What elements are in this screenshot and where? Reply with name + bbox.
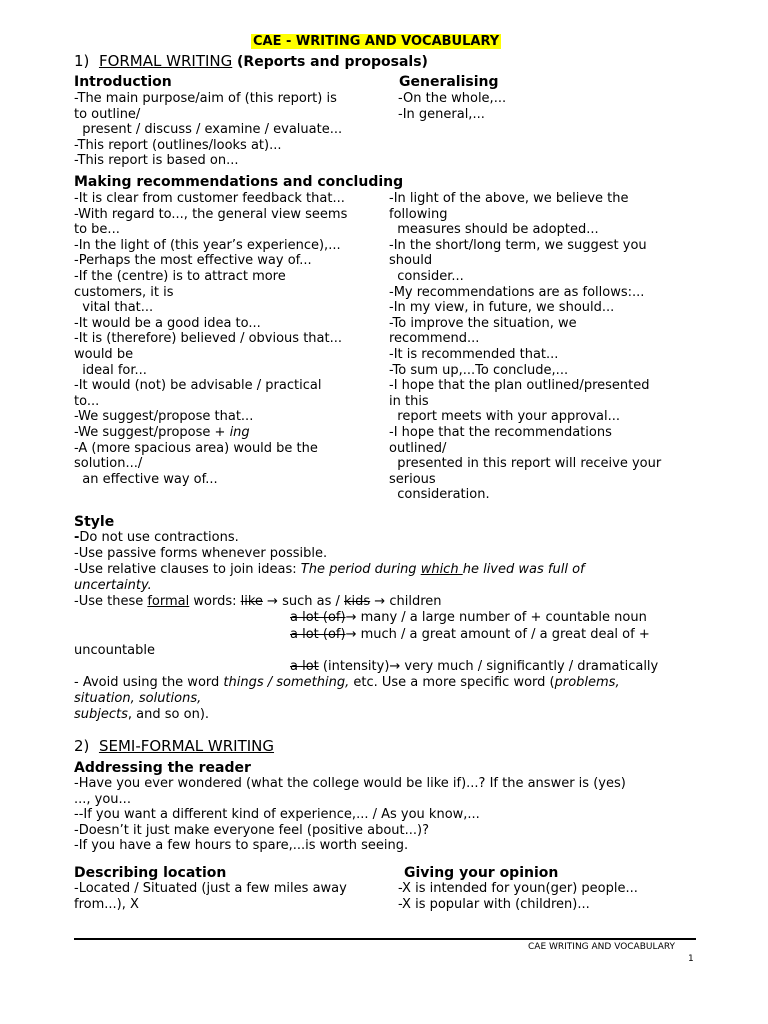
document-title: CAE - WRITING AND VOCABULARY [253,34,500,49]
recommend-left-line: customers, it is [74,284,174,300]
recommend-right-line: consideration. [389,487,490,503]
style-l7b: → much / a great amount of / a great deal of + [345,627,650,642]
recommend-left-line: -A (more spacious area) would be the [74,440,318,456]
recommend-right-line: presented in this report will receive your [389,456,662,472]
recommend-left-line: -With regard to..., the general view seems [74,206,348,222]
recommend-right-line: report meets with your approval... [389,409,620,425]
recommend-right-line: outlined/ [389,440,447,456]
style-l3c: which [420,562,463,577]
style-l9a: a lot [290,659,319,674]
style-l10b: things / something, [223,675,350,690]
style-line-1 [74,530,239,545]
recommend-right-line: in this [389,393,429,409]
style-line-1-text: Do not use contractions. [79,530,239,545]
addressing-line: --If you want a different kind of experience,... / As you know,... [74,807,480,823]
generalising-heading: Generalising [399,74,499,90]
intro-heading: Introduction [74,74,172,90]
recommend-left-line: -We suggest/propose + ing [74,425,250,440]
style-line-7 [290,627,650,642]
recommend-right-line: recommend... [389,331,480,347]
style-line-8: uncountable [74,643,155,658]
addressing-line: -If you have a few hours to spare,...is worth seeing. [74,838,409,854]
style-l10a: - Avoid using the word [74,675,224,690]
location-heading: Describing location [74,865,227,881]
section-2-heading [74,737,274,755]
style-l5e: → such as / [262,594,344,609]
recommend-left-line: to be... [74,222,120,238]
section-1-number: 1) [74,52,90,70]
intro-line: present / discuss / examine / evaluate... [74,122,343,138]
recommend-right-line: serious [389,471,436,487]
recommend-left-line: to... [74,393,100,409]
addressing-heading: Addressing the reader [74,760,251,776]
recommend-right-line: should [389,253,433,269]
recommend-heading: Making recommendations and concluding [74,174,404,190]
recommend-right-line: -To improve the situation, we [389,315,577,331]
recommend-left-line: -In the light of (this year’s experience),... [74,237,341,253]
recommend-right-line: -I hope that the recommendations [389,425,612,440]
recommend-left-line: solution.../ [74,456,143,472]
recommend-left-line: an effective way of... [74,471,218,487]
style-l7a: a lot (of) [290,627,346,642]
recommend-right-line: -In light of the above, we believe the [389,191,629,206]
style-l5c: words: [189,594,241,609]
recommend-left-line: would be [74,347,134,362]
recommend-right-line: following [389,206,448,222]
style-line-11: situation, solutions, [74,691,202,706]
recommend-left-line: -We suggest/propose that... [74,409,254,425]
style-heading: Style [74,514,115,530]
style-l5a: -Use these [74,594,148,609]
recommend-right-line: -In my view, in future, we should... [389,300,615,316]
recommend-right-line: measures should be adopted... [389,222,599,238]
section-1-heading [74,52,428,70]
recommend-right-line: -My recommendations are as follows:... [389,284,645,300]
style-l5g: → children [370,594,442,609]
style-line-6 [290,610,647,625]
footer-label: CAE WRITING AND VOCABULARY [528,942,676,952]
generalising-line: -On the whole,... [398,91,507,106]
addressing-line: ..., you... [74,791,131,807]
recommend-left-line: -It is (therefore) believed / obvious that... [74,331,342,347]
style-line-9 [290,659,658,674]
style-l12b: , and so on). [127,707,210,722]
intro-line: -The main purpose/aim of (this report) is [74,91,337,106]
style-line-3 [74,562,585,577]
section-1-subtitle: (Reports and proposals) [237,54,428,70]
intro-line: to outline/ [74,106,141,122]
recommend-right-line: -It is recommended that... [389,347,559,362]
style-l6b: → many / a large number of + countable noun [345,610,647,625]
ing-suffix: ing [229,425,250,440]
style-l5b: formal [147,594,190,609]
style-line-2: -Use passive forms whenever possible. [74,546,328,561]
footer-rule [74,938,696,940]
recommend-left-line: -If the (centre) is to attract more [74,269,286,284]
style-line-12 [74,707,209,722]
style-dash: - [74,530,80,545]
opinion-line: -X is intended for youn(ger) people... [398,881,638,896]
footer-page-number: 1 [688,954,694,964]
section-1-title: FORMAL WRITING [98,52,233,70]
style-l5f: kids [344,594,371,609]
recommend-right-line: -I hope that the plan outlined/presented [389,378,650,394]
addressing-line: -Doesn’t it just make everyone feel (positive about...)? [74,822,429,838]
style-l3a: -Use relative clauses to join ideas: [74,562,301,577]
style-l6a: a lot (of) [290,610,346,625]
recommend-right-line: consider... [389,269,464,284]
style-l9b: (intensity)→ very much / significantly / dramatically [318,659,659,674]
intro-line: -This report is based on... [74,153,239,169]
recommend-left-line: ideal for... [74,362,147,378]
section-2-title: SEMI-FORMAL WRITING [98,737,275,755]
recommend-left-line: -It is clear from customer feedback that... [74,191,345,206]
location-line: -Located / Situated (just a few miles away [74,881,347,896]
recommend-left-line: -Perhaps the most effective way of... [74,253,312,269]
recommend-left-line: vital that... [74,300,154,316]
style-l3d: he lived was full of [462,562,585,577]
intro-line: -This report (outlines/looks at)... [74,137,282,153]
section-2-number: 2) [74,737,90,755]
opinion-line: -X is popular with (children)... [398,896,590,912]
style-l3b: The period during [300,562,421,577]
location-line: from...), X [74,896,139,912]
generalising-line: -In general,... [398,106,485,122]
style-l12a: subjects [74,707,128,722]
style-l10d: problems, [554,675,620,690]
recommend-right-line: -In the short/long term, we suggest you [389,237,647,253]
style-line-5 [74,594,442,609]
recommend-left-line: -It would be a good idea to... [74,315,261,331]
style-line-10 [74,675,620,690]
recommend-left-line: -It would (not) be advisable / practical [74,378,322,394]
style-line-4: uncertainty. [74,578,152,593]
style-l10c: etc. Use a more specific word ( [349,675,555,690]
recommend-right-line: -To sum up,...To conclude,... [389,362,569,378]
addressing-line: -Have you ever wondered (what the college would be like if)...? If the answer is (yes) [74,776,626,791]
opinion-heading: Giving your opinion [404,865,559,881]
style-l5d: like [240,594,263,609]
